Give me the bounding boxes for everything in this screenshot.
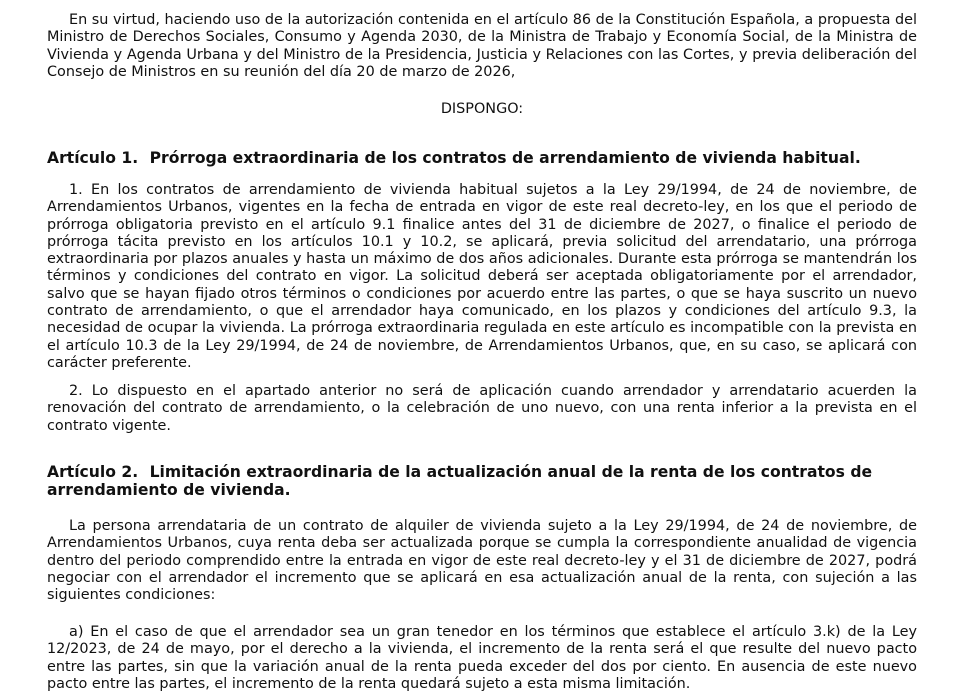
intro-paragraph: En su virtud, haciendo uso de la autorización contenida en el artículo 86 de la Constitución Española, a propuesta del Ministro de Derechos Sociales, Consumo y Agenda 2030, de la Ministra de Trabajo y Economía Social, de la Ministra de Vivienda y Agenda Urbana y del Ministro de la Presidencia, Justicia y Relaciones con las Cortes, y previa deliberación del Consejo de Ministros en su reunión del día 20 de marzo de 2026, <box>47 12 917 80</box>
article-1-paragraph-1: 1. En los contratos de arrendamiento de vivienda habitual sujetos a la Ley 29/1994, de 24 de noviembre, de Arrendamientos Urbanos, vigentes en la fecha de entrada en vigor de este real decreto-ley, en los que el periodo de prórroga obligatoria previsto en el artículo 9.1 finalice antes del 31 de diciembre de 2027, o finalice el periodo de prórroga tácita previsto en los artículos 10.1 y 10.2, se aplicará, previa solicitud del arrendatario, una prórroga extraordinaria por plazos anuales y hasta un máximo de dos años adicionales. Durante esta prórroga se mantendrán los términos y condiciones del contrato en vigor. La solicitud deberá ser aceptada obligatoriamente por el arrendador, salvo que se hayan fijado otros términos o condiciones por acuerdo entre las partes, o que se haya suscrito un nuevo contrato de arrendamiento, o que el arrendador haya comunicado, en los plazos y condiciones del artículo 9.3, la necesidad de ocupar la vivienda. La prórroga extraordinaria regulada en este artículo es incompatible con la prevista en el artículo 10.3 de la Ley 29/1994, de 24 de noviembre, de Arrendamientos Urbanos, que, en su caso, se aplicará con carácter preferente. <box>47 182 917 371</box>
article-2-number: Artículo 2. <box>47 463 139 481</box>
dispongo-heading: DISPONGO: <box>440 101 524 117</box>
article-1-title: Prórroga extraordinaria de los contratos de arrendamiento de vivienda habitual. <box>149 149 861 167</box>
article-2-paragraph-a: a) En el caso de que el arrendador sea un gran tenedor en los términos que establece el artículo 3.k) de la Ley 12/2023, de 24 de mayo, por el derecho a la vivienda, el incremento de la renta será el que resulte del nuevo pacto entre las partes, sin que la variación anual de la renta pueda exceder del dos por ciento. En ausencia de este nuevo pacto entre las partes, el incremento de la renta quedará sujeto a esta misma limitación. <box>47 624 917 692</box>
article-2-title: Limitación extraordinaria de la actualización anual de la renta de los contratos de arrendamiento de vivienda. <box>47 463 873 500</box>
article-1-paragraph-2: 2. Lo dispuesto en el apartado anterior no será de aplicación cuando arrendador y arrendatario acuerden la renovación del contrato de arrendamiento, o la celebración de uno nuevo, con una renta inferior a la prevista en el contrato vigente. <box>47 383 917 434</box>
article-1-number: Artículo 1. <box>47 149 139 167</box>
article-1-heading <box>47 149 917 167</box>
article-2-paragraph-1: La persona arrendataria de un contrato de alquiler de vivienda sujeto a la Ley 29/1994, de 24 de noviembre, de Arrendamientos Urbanos, cuya renta deba ser actualizada porque se cumpla la correspondiente anualidad de vigencia dentro del periodo comprendido entre la entrada en vigor de este real decreto-ley y el 31 de diciembre de 2027, podrá negociar con el arrendador el incremento que se aplicará en esa actualización anual de la renta, con sujeción a las siguientes condiciones: <box>47 518 917 604</box>
article-2-heading <box>47 463 917 499</box>
